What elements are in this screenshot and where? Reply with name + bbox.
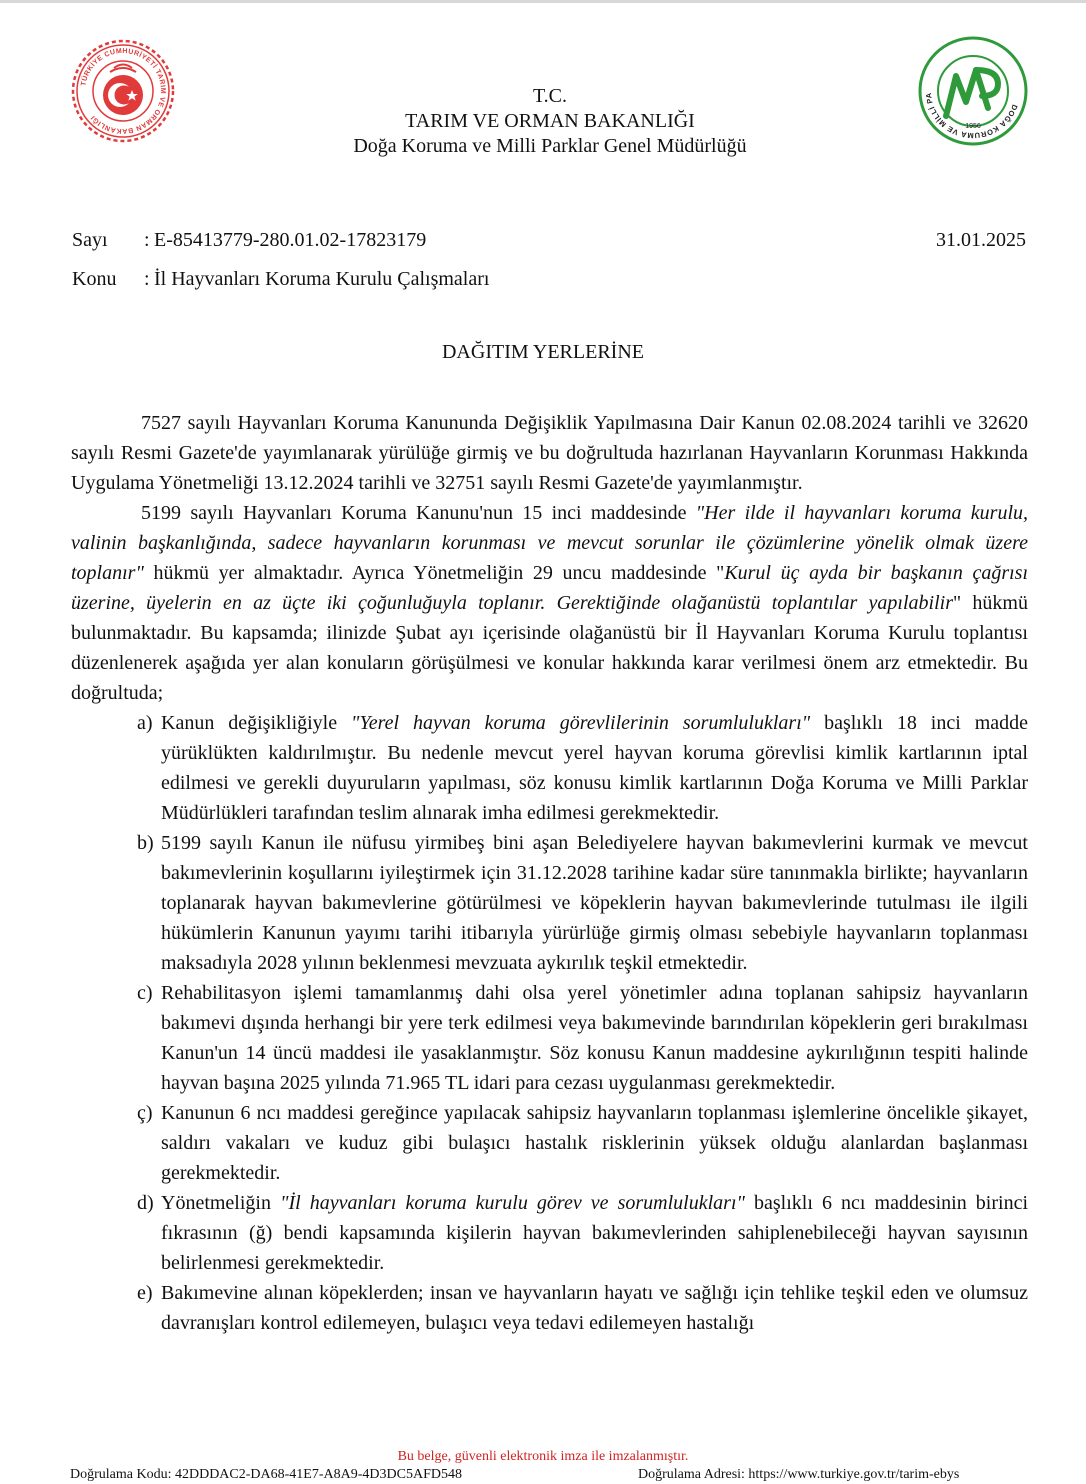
p2-quote-1: "Her ilde il hayvanları koruma kurulu, valinin başkanlığında, sadece hayvanların korunması ve mevcut sorunlar ile çözümlerine yönelik olmak üzere toplanır"	[71, 502, 1028, 584]
sayi-separator: :	[144, 229, 150, 251]
konu-value: İl Hayvanları Koruma Kurulu Çalışmaları	[154, 268, 490, 290]
list-item-a	[71, 708, 1028, 828]
p2-quote-2: Kurul üç ayda bir başkanın çağrısı üzerine, üyelerin en az üçte iki çoğunluğuyla toplanır. Gerektiğinde olağanüstü toplantılar yapılabilir	[71, 562, 1029, 614]
document-header	[250, 84, 850, 159]
list-item-b	[71, 828, 1028, 978]
paragraph-1: 7527 sayılı Hayvanları Koruma Kanununda Değişiklik Yapılmasına Dair Kanun 02.08.2024 tarihli ve 32620 sayılı Resmi Gazete'de yayımlanarak yürülüğe girmiş ve bu doğrultuda hazırlanan Hayvanların Korunması Hakkında Uygulama Yönetmeliği 13.12.2024 tarihli ve 32751 sayılı Resmi Gazete'de yayımlanmıştır.	[71, 412, 1028, 494]
header-tc: T.C.	[532, 85, 568, 107]
item-marker: d)	[137, 1192, 154, 1214]
item-d-text-post: başlıklı 6 ncı maddesinin birinci fıkrasının (ğ) bendi kapsamında kişilerin hayvan bakımevlerinden sahiplenebileceği hayvan sayısının belirlenmesi gerekmektedir.	[161, 1192, 1029, 1274]
header-ministry: TARIM VE ORMAN BAKANLIĞI	[405, 110, 695, 132]
header-directorate: Doğa Koruma ve Milli Parklar Genel Müdürlüğü	[353, 135, 747, 157]
top-edge-line	[0, 0, 1086, 3]
ministry-seal-icon	[70, 38, 176, 144]
konu-separator: :	[144, 268, 150, 290]
item-a-text-post: başlıklı 18 inci madde yürüklükten kaldırılmıştır. Bu nedenle mevcut yerel hayvan koruma görevlisi kimlik kartlarının iptal edilmesi ve gerekli duyuruların yapılması, söz konusu kimlik kartlarının Doğa Koruma ve Milli Parklar Müdürlükleri tarafından teslim alınarak imha edilmesi gerekmektedir.	[161, 712, 1029, 824]
list-item-d	[71, 1188, 1028, 1278]
verification-address: Doğrulama Adresi: https://www.turkiye.gov.tr/tarim-ebys	[638, 1467, 960, 1482]
sayi-label: Sayı	[72, 229, 108, 251]
p2-text-b: hükmü yer almaktadır. Ayrıca Yönetmeliğin 29 uncu maddesinde "	[143, 562, 725, 584]
verification-code: Doğrulama Kodu: 42DDDAC2-DA68-41E7-A8A9-4D3DC5AFD548	[70, 1467, 462, 1482]
sayi-value: E-85413779-280.01.02-17823179	[154, 229, 427, 251]
item-b-text: 5199 sayılı Kanun ile nüfusu yirmibeş bini aşan Belediyelere hayvan bakımevlerini kurmak ve mevcut bakımevlerinin koşullarını iyileştirmek için 31.12.2028 tarihine kadar süre tanınmakla birlikte; hayvanların toplanarak hayvan bakımevlerine götürülmesi ve köpeklerin hayvan bakımevlerinde tutulması ile ilgili hükümlerin Kanunun yayımı tarihi itibarıyla yürürlüğe girmiş olması sebebiyle hayvanların toplanması maksadıyla 2028 yılının beklenmesi mevzuata aykırılık teşkil etmektedir.	[161, 832, 1028, 974]
addressee: DAĞITIM YERLERİNE	[441, 341, 644, 363]
document-date: 31.01.2025	[936, 229, 1026, 251]
p2-text-a: 5199 sayılı Hayvanları Koruma Kanunu'nun 15 inci maddesinde	[141, 502, 696, 524]
e-signature-note: Bu belge, güvenli elektronik imza ile imzalanmıştır.	[397, 1449, 689, 1464]
emblem-ring-text: DOĞA KORUMA VE MİLLİ PA	[923, 91, 1020, 141]
item-marker: b)	[137, 832, 154, 854]
emblem-year: 1956	[965, 123, 981, 130]
list-item-c	[71, 978, 1028, 1098]
item-c-text: Rehabilitasyon işlemi tamamlanmış dahi olsa yerel yönetimler adına toplanan sahipsiz hayvanların bakımevi dışında herhangi bir yere terk edilmesi veya bakımevinde barındırılan köpeklerin geri bırakılması Kanun'un 14 üncü maddesi ile yasaklanmıştır. Söz konusu Kanun maddesine aykırılığının tespiti halinde hayvan başına 2025 yılında 71.965 TL idari para cezası uygulanması gerekmektedir.	[161, 982, 1028, 1094]
item-e-text: Bakımevine alınan köpeklerden; insan ve hayvanların hayatı ve sağlığı için tehlike teşkil eden ve olumsuz davranışları kontrol edilemeyen, bulaşıcı veya tedavi edilemeyen hastalığı	[161, 1282, 1028, 1334]
item-a-text-pre: Kanun değişikliğiyle	[161, 712, 352, 734]
paragraph-2	[71, 498, 1028, 708]
p2-text-c: " hükmü bulunmaktadır. Bu kapsamda; ilinizde Şubat ayı içerisinde olağanüstü bir İl Hayvanları Koruma Kurulu toplantısı düzenlenerek aşağıda yer alan konuların görüşülmesi ve konular hakkında karar verilmesi önem arz etmektedir. Bu doğrultuda;	[71, 592, 1028, 704]
subject-line	[72, 267, 489, 291]
item-marker: a)	[137, 712, 153, 734]
item-marker: c)	[137, 982, 153, 1004]
list-item-e	[71, 1278, 1028, 1338]
item-d-quote: "İl hayvanları koruma kurulu görev ve sorumlulukları"	[280, 1192, 745, 1214]
national-parks-emblem-icon	[918, 36, 1028, 146]
item-marker: ç)	[137, 1102, 153, 1124]
item-d-text-pre: Yönetmeliğin	[161, 1192, 281, 1214]
document-body	[71, 408, 1028, 1338]
reference-number-line	[72, 228, 426, 252]
konu-label: Konu	[72, 268, 117, 290]
item-cc-text: Kanunun 6 ncı maddesi gereğince yapılacak sahipsiz hayvanların toplanması işlemlerine öncelikle şikayet, saldırı vakaları ve kuduz gibi bulaşıcı hastalık risklerinin yüksek olduğu alanlardan başlanması gerekmektedir.	[161, 1102, 1028, 1184]
seal-ring-text: TÜRKİYE CUMHURİYETİ TARIM VE ORMAN BAKANLIĞI	[80, 47, 167, 135]
item-a-quote: "Yerel hayvan koruma görevlilerinin sorumlulukları"	[351, 712, 811, 734]
list-item-cc	[71, 1098, 1028, 1188]
item-marker: e)	[137, 1282, 153, 1304]
item-list	[71, 708, 1028, 1338]
